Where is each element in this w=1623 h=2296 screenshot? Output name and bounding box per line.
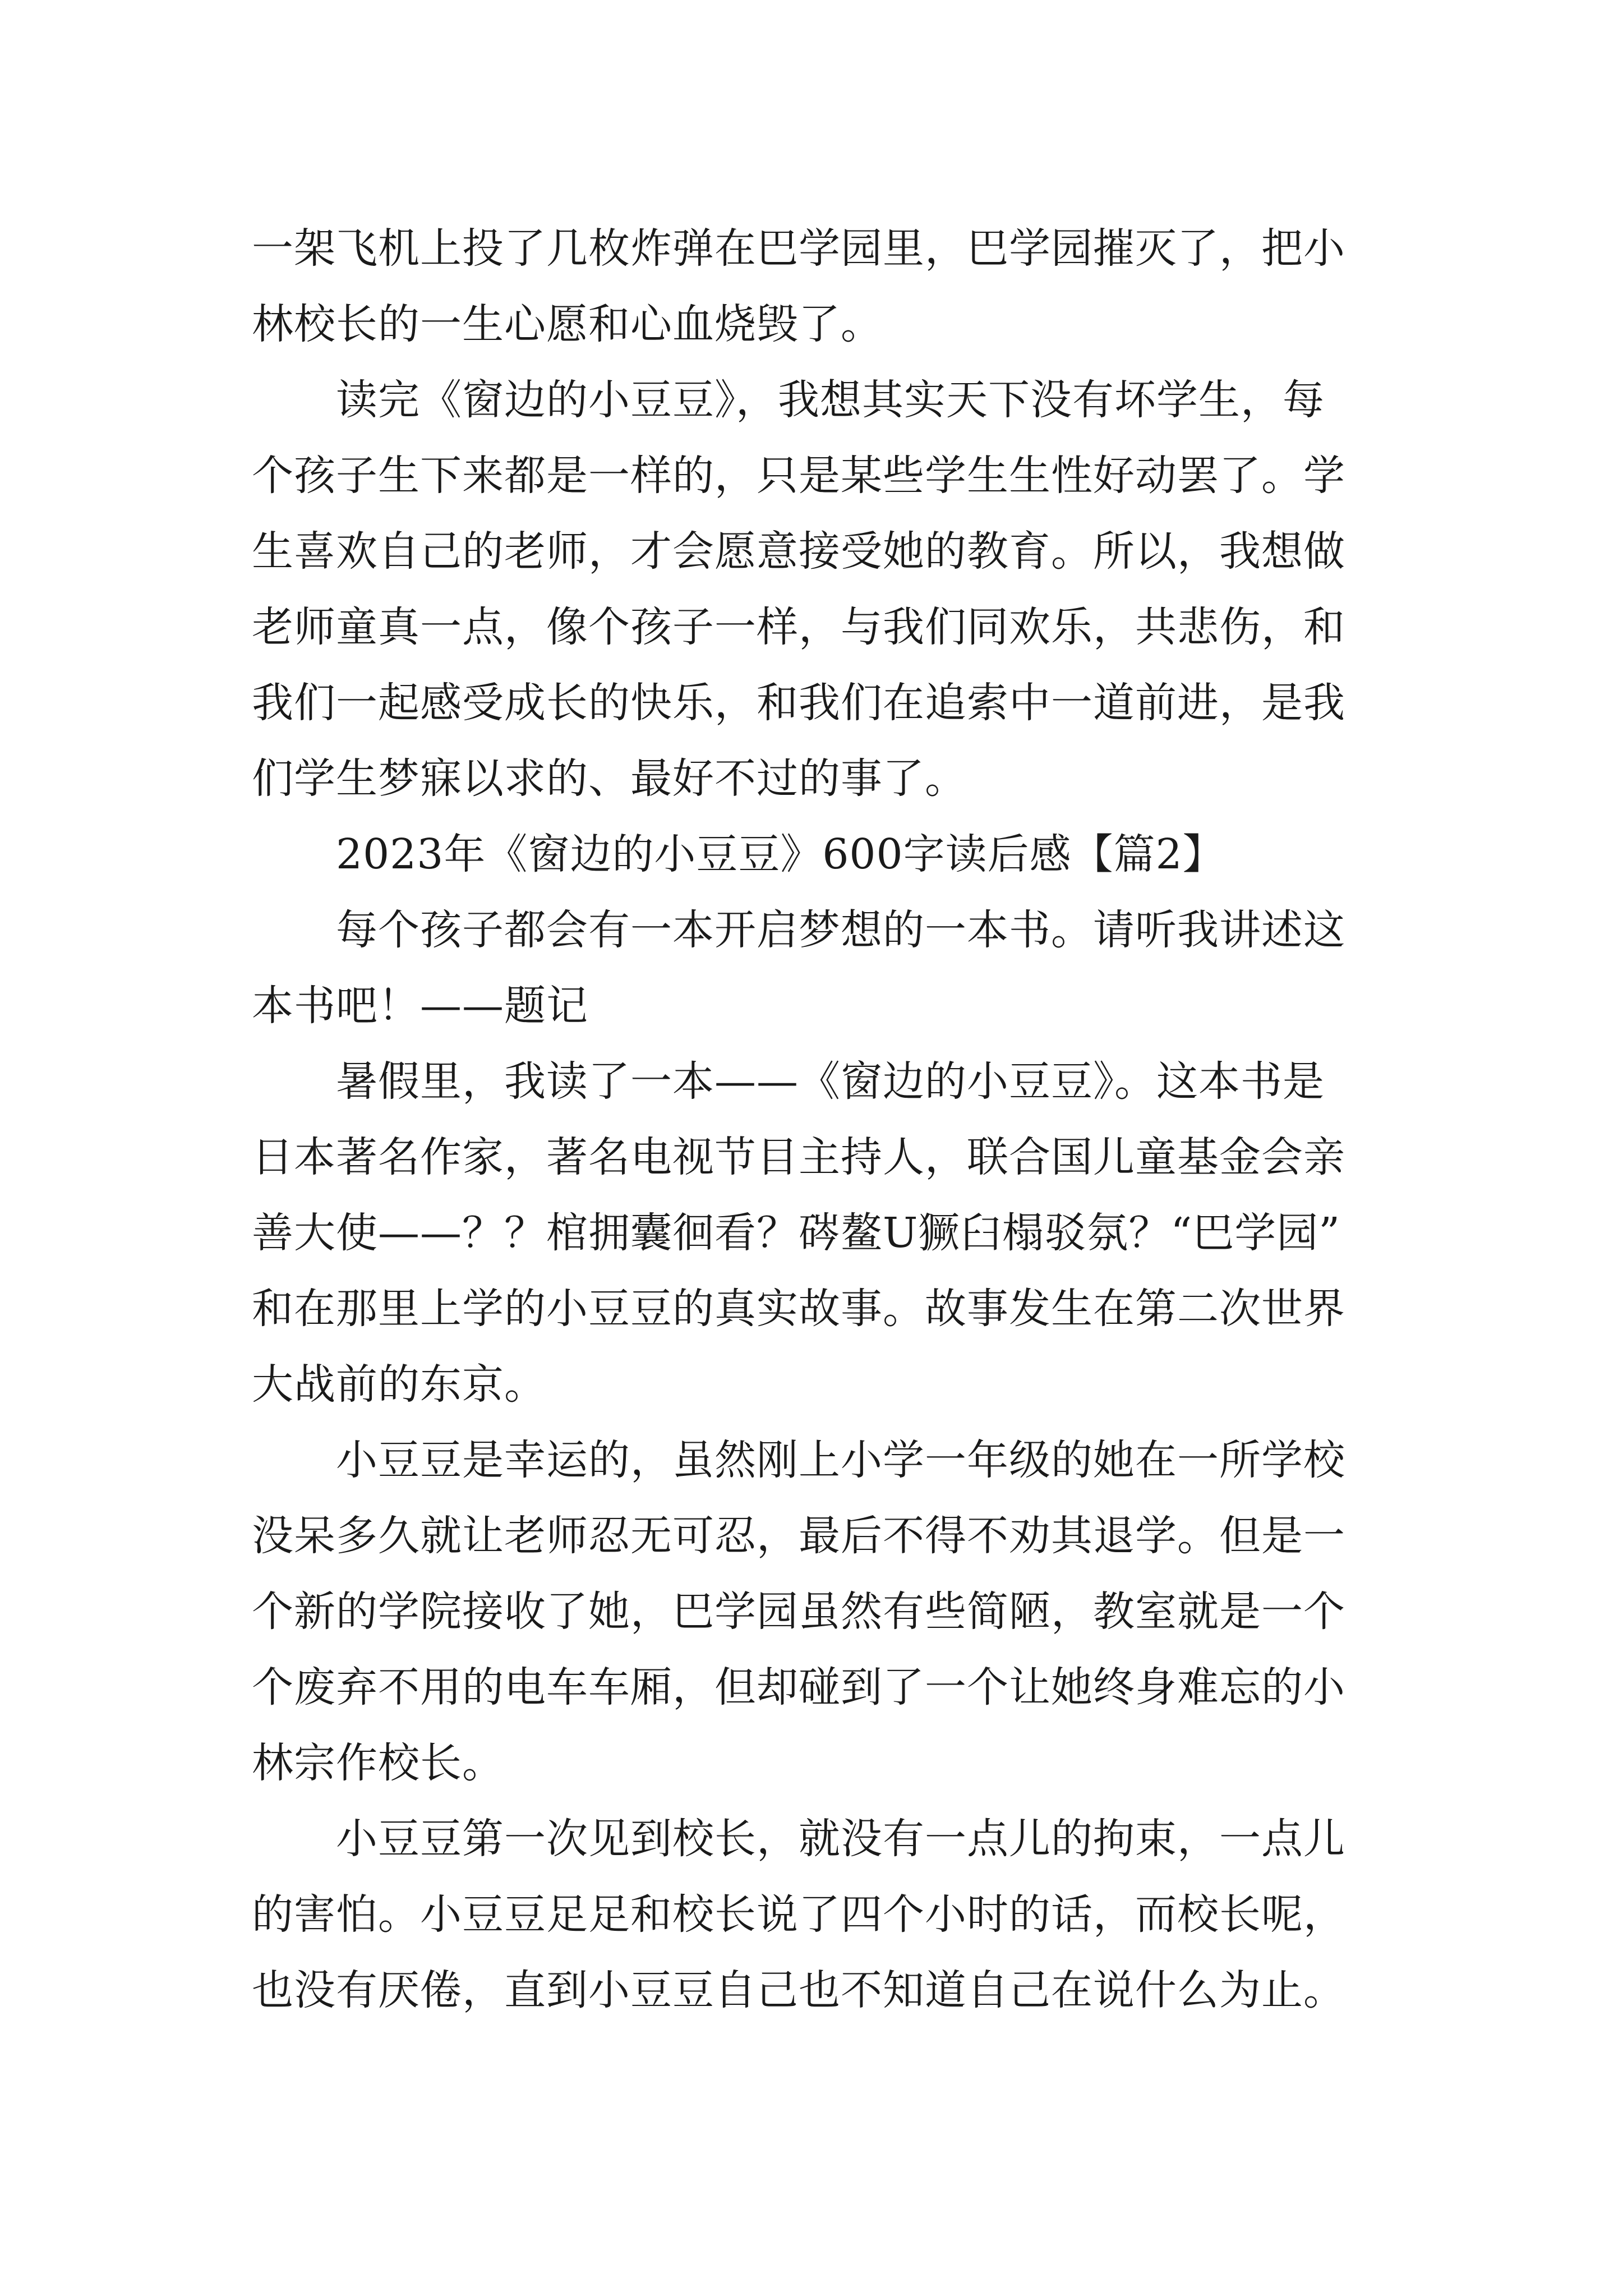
text-line: 老师童真一点，像个孩子一样，与我们同欢乐，共悲伤，和 [252, 603, 1345, 651]
paragraph-start-line: 小豆豆是幸运的，虽然刚上小学一年级的她在一所学校 [336, 1436, 1345, 1484]
text-line: 一架飞机上投了几枚炸弹在巴学园里，巴学园摧灭了，把小 [252, 224, 1345, 273]
text-line: 本书吧！——题记 [252, 982, 588, 1030]
text-line: 没呆多久就让老师忍无可忍，最后不得不劝其退学。但是一 [252, 1512, 1345, 1560]
text-line: 个孩子生下来都是一样的，只是某些学生生性好动罢了。学 [252, 452, 1345, 500]
text-line: 林校长的一生心愿和心血烧毁了。 [252, 300, 883, 348]
text-line: 个新的学院接收了她，巴学园虽然有些简陋，教室就是一个 [252, 1588, 1345, 1636]
paragraph-start-line: 读完《窗边的小豆豆》，我想其实天下没有坏学生，每 [336, 376, 1325, 424]
text-line: 个废弃不用的电车车厢，但却碰到了一个让她终身难忘的小 [252, 1663, 1345, 1711]
text-line: 日本著名作家，著名电视节目主持人，联合国儿童基金会亲 [252, 1133, 1345, 1181]
paragraph-start-line: 小豆豆第一次见到校长，就没有一点儿的拘束，一点儿 [336, 1815, 1345, 1863]
section-heading: 2023年《窗边的小豆豆》600字读后感【篇2】 [336, 830, 1225, 878]
text-line: 和在那里上学的小豆豆的真实故事。故事发生在第二次世界 [252, 1285, 1345, 1333]
document-body [252, 211, 1390, 2028]
text-line: 林宗作校长。 [252, 1739, 504, 1787]
text-line: 善大使——？？棺拥囊徊看？硶鳌U獗臼榻驳氛？“巴学园” [252, 1209, 1341, 1257]
text-line: 们学生梦寐以求的、最好不过的事了。 [252, 754, 967, 803]
text-line: 我们一起感受成长的快乐，和我们在追索中一道前进，是我 [252, 679, 1345, 727]
text-line: 的害怕。小豆豆足足和校长说了四个小时的话，而校长呢， [252, 1890, 1345, 1939]
text-line: 大战前的东京。 [252, 1360, 546, 1409]
paragraph-start-line: 每个孩子都会有一本开启梦想的一本书。请听我讲述这 [336, 906, 1345, 954]
paragraph-start-line: 暑假里，我读了一本——《窗边的小豆豆》。这本书是 [336, 1057, 1325, 1106]
text-line: 也没有厌倦，直到小豆豆自己也不知道自己在说什么为止。 [252, 1966, 1345, 2014]
text-line: 生喜欢自己的老师，才会愿意接受她的教育。所以，我想做 [252, 527, 1345, 576]
